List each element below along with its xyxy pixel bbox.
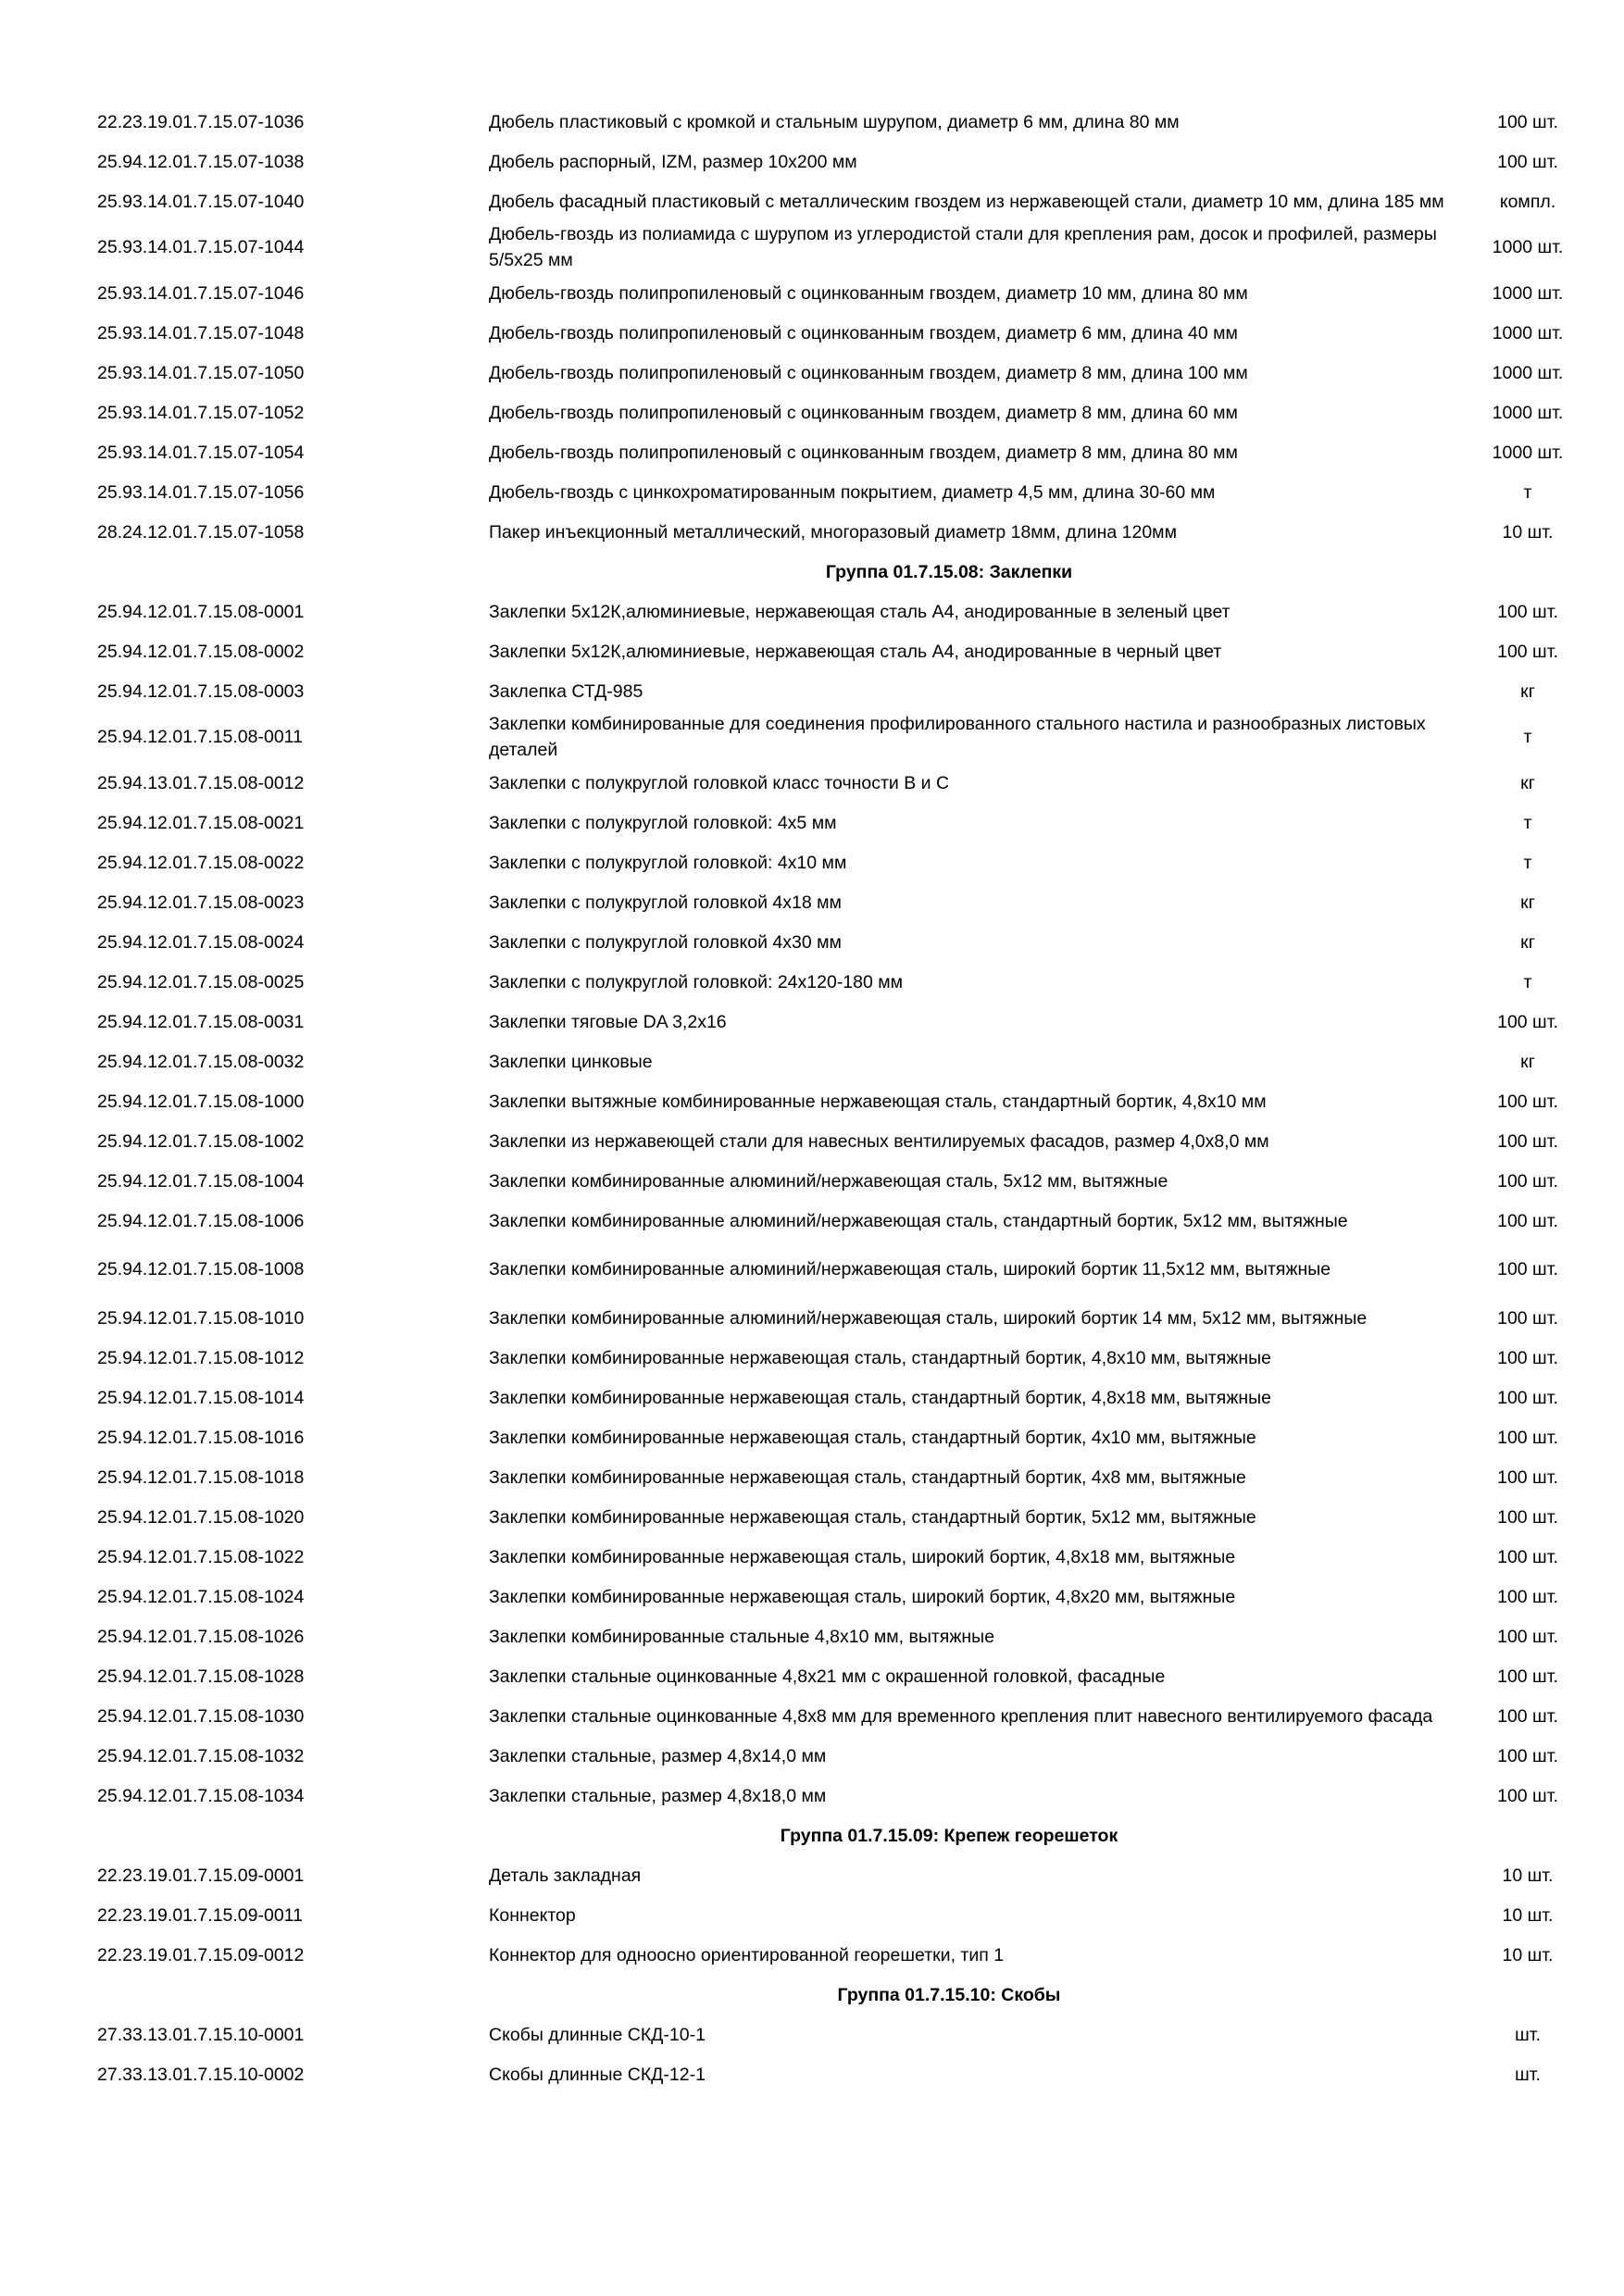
resource-name: Дюбель-гвоздь полипропиленовый с оцинкованным гвоздем, диаметр 10 мм, длина 80 мм (489, 282, 1248, 304)
resource-unit: кг (1520, 680, 1535, 702)
table-row (97, 1298, 1597, 1338)
resource-unit: 100 шт. (1497, 601, 1558, 622)
table-row (97, 1338, 1597, 1378)
resource-name: Дюбель-гвоздь полипропиленовый с оцинкованным гвоздем, диаметр 6 мм, длина 40 мм (489, 322, 1238, 343)
table-row (97, 1537, 1597, 1577)
resource-code: 25.94.12.01.7.15.08-1022 (97, 1546, 305, 1567)
resource-name: Заклепки комбинированные нержавеющая сталь, стандартный бортик, 5х12 мм, вытяжные (489, 1506, 1256, 1528)
resource-code: 25.94.12.01.7.15.08-1006 (97, 1210, 305, 1231)
resource-name: Заклепки комбинированные нержавеющая сталь, стандартный бортик, 4х10 мм, вытяжные (489, 1427, 1256, 1448)
table-row (97, 1776, 1597, 1816)
resource-unit: 100 шт. (1497, 1307, 1558, 1329)
resource-name: Дюбель-гвоздь полипропиленовый с оцинкованным гвоздем, диаметр 8 мм, длина 60 мм (489, 402, 1238, 423)
resource-name: Заклепки с полукруглой головкой 4х30 мм (489, 931, 842, 953)
resource-code: 25.94.12.01.7.15.08-1020 (97, 1506, 305, 1528)
resource-unit: 1000 шт. (1492, 442, 1564, 463)
table-row (97, 1855, 1597, 1895)
table-row (97, 922, 1597, 962)
resource-name: Коннектор (489, 1904, 576, 1926)
resource-code: 25.94.12.01.7.15.08-1010 (97, 1307, 305, 1329)
resource-unit: кг (1520, 931, 1535, 953)
table-row (97, 1042, 1597, 1081)
table-row (97, 1497, 1597, 1537)
resource-name: Заклепки стальные оцинкованные 4,8х8 мм для временного крепления плит навесного вентилируемого фасада (489, 1705, 1433, 1727)
resource-code: 25.94.12.01.7.15.08-1004 (97, 1170, 305, 1192)
group-header-cell (97, 1975, 1597, 2015)
table-row (97, 313, 1597, 353)
table-row (97, 2015, 1597, 2054)
resource-name: Заклепки из нержавеющей стали для навесных вентилируемых фасадов, размер 4,0х8,0 мм (489, 1130, 1269, 1152)
document-page (97, 102, 1597, 2094)
table-row (97, 102, 1597, 142)
resource-unit: кг (1520, 892, 1535, 913)
resource-name: Заклепки тяговые DA 3,2х16 (489, 1011, 727, 1032)
resource-name: Скобы длинные СКД-12-1 (489, 2064, 706, 2085)
resource-unit: т (1523, 812, 1532, 833)
resource-code: 25.94.12.01.7.15.08-1012 (97, 1347, 305, 1368)
resource-unit: кг (1520, 1051, 1535, 1072)
resource-name: Заклепки комбинированные нержавеющая сталь, широкий бортик, 4,8х18 мм, вытяжные (489, 1546, 1236, 1567)
resource-name: Заклепки комбинированные алюминий/нержавеющая сталь, стандартный бортик, 5х12 мм, вытяжные (489, 1210, 1348, 1231)
resource-code: 25.94.12.01.7.15.08-0001 (97, 601, 305, 622)
resource-unit: 100 шт. (1497, 151, 1558, 172)
resource-name: Заклепки комбинированные для соединения профилированного стального настила и разнообразных листовых деталей (489, 714, 1426, 760)
resource-unit: 100 шт. (1497, 1011, 1558, 1032)
resource-code: 25.93.14.01.7.15.07-1044 (97, 237, 305, 257)
resource-unit: 100 шт. (1497, 1745, 1558, 1766)
resource-code: 25.94.12.01.7.15.08-1028 (97, 1666, 305, 1687)
resource-name: Заклепки комбинированные алюминий/нержавеющая сталь, 5х12 мм, вытяжные (489, 1170, 1168, 1192)
group-title: Группа 01.7.15.09: Крепеж георешеток (780, 1825, 1118, 1846)
resource-code: 22.23.19.01.7.15.07-1036 (97, 111, 305, 132)
table-row (97, 432, 1597, 472)
table-row (97, 1002, 1597, 1042)
resource-unit: т (1523, 727, 1532, 747)
resource-name: Заклепки комбинированные алюминий/нержавеющая сталь, широкий бортик 11,5х12 мм, вытяжные (489, 1259, 1331, 1279)
resource-code: 28.24.12.01.7.15.07-1058 (97, 521, 305, 543)
resource-unit: шт. (1515, 2024, 1541, 2045)
resource-unit: 100 шт. (1497, 1506, 1558, 1528)
resource-name: Заклепки комбинированные нержавеющая сталь, стандартный бортик, 4,8х18 мм, вытяжные (489, 1387, 1272, 1408)
resource-unit: 1000 шт. (1492, 282, 1564, 304)
table-row (97, 842, 1597, 882)
resource-code: 25.94.12.01.7.15.08-0022 (97, 852, 305, 873)
table-row (97, 512, 1597, 552)
resource-code: 25.93.14.01.7.15.07-1048 (97, 322, 305, 343)
resource-code: 25.94.12.01.7.15.08-1018 (97, 1466, 305, 1488)
resource-unit: 100 шт. (1497, 1586, 1558, 1607)
resource-name: Скобы длинные СКД-10-1 (489, 2024, 706, 2045)
resource-unit: 100 шт. (1497, 641, 1558, 662)
resource-name: Заклепки комбинированные стальные 4,8х10 мм, вытяжные (489, 1626, 995, 1647)
resource-unit: 100 шт. (1497, 1130, 1558, 1152)
resource-code: 25.94.12.01.7.15.08-1032 (97, 1745, 305, 1766)
resource-name: Заклепки комбинированные нержавеющая сталь, стандартный бортик, 4,8х10 мм, вытяжные (489, 1347, 1272, 1368)
resource-name: Дюбель распорный, IZM, размер 10х200 мм (489, 151, 857, 172)
table-row (97, 1577, 1597, 1616)
resource-unit: 10 шт. (1502, 1944, 1554, 1965)
resource-unit: компл. (1499, 191, 1556, 212)
resource-unit: 1000 шт. (1492, 322, 1564, 343)
resource-unit: 100 шт. (1497, 1546, 1558, 1567)
table-row (97, 1241, 1597, 1298)
resource-name: Заклепка СТД-985 (489, 680, 643, 702)
resource-code: 25.94.13.01.7.15.08-0012 (97, 772, 305, 793)
resource-code: 22.23.19.01.7.15.09-0012 (97, 1944, 305, 1965)
resource-code: 25.94.12.01.7.15.08-0025 (97, 971, 305, 992)
resource-name: Заклепки с полукруглой головкой: 4х5 мм (489, 812, 837, 833)
resource-code: 25.94.12.01.7.15.08-0023 (97, 892, 305, 913)
resource-name: Заклепки стальные, размер 4,8х18,0 мм (489, 1785, 827, 1806)
group-title: Группа 01.7.15.10: Скобы (837, 1984, 1061, 2005)
table-row (97, 1121, 1597, 1161)
resource-code: 25.94.12.01.7.15.08-1000 (97, 1091, 305, 1112)
resource-name: Дюбель-гвоздь из полиамида с шурупом из углеродистой стали для крепления рам, досок и профилей, размеры 5/5х25 мм (489, 224, 1437, 270)
resource-name: Заклепки стальные, размер 4,8х14,0 мм (489, 1745, 827, 1766)
group-header (97, 1975, 1597, 2015)
resource-code: 25.93.14.01.7.15.07-1052 (97, 402, 305, 423)
table-row (97, 962, 1597, 1002)
resource-unit: шт. (1515, 2064, 1541, 2085)
resource-unit: 100 шт. (1497, 1705, 1558, 1727)
resource-name: Дюбель-гвоздь с цинкохроматированным покрытием, диаметр 4,5 мм, длина 30-60 мм (489, 481, 1216, 503)
resource-code: 25.93.14.01.7.15.07-1050 (97, 362, 305, 383)
group-header (97, 1816, 1597, 1855)
table-row (97, 221, 1597, 273)
table-row (97, 671, 1597, 711)
resource-name: Деталь закладная (489, 1865, 642, 1886)
resource-unit: 100 шт. (1497, 1091, 1558, 1112)
resource-unit: 1000 шт. (1492, 402, 1564, 423)
resource-unit: 10 шт. (1502, 1865, 1554, 1886)
resource-code: 25.94.12.01.7.15.08-0024 (97, 931, 305, 953)
table-row (97, 1736, 1597, 1776)
resource-code: 25.94.12.01.7.15.08-0031 (97, 1011, 305, 1032)
resource-name: Заклепки с полукруглой головкой: 24х120-180 мм (489, 971, 904, 992)
resource-code: 25.94.12.01.7.15.08-0032 (97, 1051, 305, 1072)
resource-unit: 100 шт. (1497, 1626, 1558, 1647)
resource-name: Заклепки с полукруглой головкой класс точности В и С (489, 772, 950, 793)
resource-unit: 100 шт. (1497, 1785, 1558, 1806)
resource-unit: 1000 шт. (1492, 237, 1564, 257)
resource-unit: т (1523, 852, 1532, 873)
resource-unit: 100 шт. (1497, 1210, 1558, 1231)
resource-unit: т (1523, 971, 1532, 992)
resource-code: 25.94.12.01.7.15.08-1026 (97, 1626, 305, 1647)
table-row (97, 592, 1597, 631)
resource-unit: 100 шт. (1497, 1170, 1558, 1192)
resource-name: Заклепки комбинированные алюминий/нержавеющая сталь, широкий бортик 14 мм, 5х12 мм, вытяжные (489, 1307, 1368, 1329)
resource-code: 25.93.14.01.7.15.07-1056 (97, 481, 305, 503)
resource-code: 25.94.12.01.7.15.08-1024 (97, 1586, 305, 1607)
resource-code: 25.94.12.01.7.15.08-1030 (97, 1705, 305, 1727)
table-row (97, 1616, 1597, 1656)
resource-unit: кг (1520, 772, 1535, 793)
table-row (97, 803, 1597, 842)
resource-table-body (97, 102, 1597, 2094)
resource-name: Заклепки комбинированные нержавеющая сталь, стандартный бортик, 4х8 мм, вытяжные (489, 1466, 1246, 1488)
resource-name: Дюбель-гвоздь полипропиленовый с оцинкованным гвоздем, диаметр 8 мм, длина 80 мм (489, 442, 1238, 463)
table-row (97, 1081, 1597, 1121)
resource-code: 25.94.12.01.7.15.08-1002 (97, 1130, 305, 1152)
resource-code: 25.94.12.01.7.15.08-1016 (97, 1427, 305, 1448)
table-row (97, 472, 1597, 512)
resource-name: Заклепки 5х12К,алюминиевые, нержавеющая сталь А4, анодированные в черный цвет (489, 641, 1222, 662)
table-row (97, 1161, 1597, 1201)
group-header-cell (97, 1816, 1597, 1855)
table-row (97, 1895, 1597, 1935)
resource-name: Дюбель пластиковый с кромкой и стальным шурупом, диаметр 6 мм, длина 80 мм (489, 111, 1180, 132)
table-row (97, 353, 1597, 393)
resource-unit: 100 шт. (1497, 1466, 1558, 1488)
resource-unit: 10 шт. (1502, 521, 1554, 543)
table-row (97, 1935, 1597, 1975)
table-row (97, 1417, 1597, 1457)
resource-unit: 100 шт. (1497, 1259, 1558, 1279)
resource-name: Коннектор для одноосно ориентированной георешетки, тип 1 (489, 1944, 1005, 1965)
resource-code: 27.33.13.01.7.15.10-0001 (97, 2024, 305, 2045)
table-row (97, 631, 1597, 671)
resource-code: 25.94.12.01.7.15.07-1038 (97, 151, 305, 172)
resource-code: 22.23.19.01.7.15.09-0001 (97, 1865, 305, 1886)
table-row (97, 1656, 1597, 1696)
resource-code: 25.93.14.01.7.15.07-1046 (97, 282, 305, 304)
group-header (97, 552, 1597, 592)
resource-code: 25.94.12.01.7.15.08-0011 (97, 727, 303, 747)
resource-unit: 100 шт. (1497, 1387, 1558, 1408)
table-row (97, 2054, 1597, 2094)
resource-name: Заклепки с полукруглой головкой: 4х10 мм (489, 852, 847, 873)
table-row (97, 181, 1597, 221)
table-row (97, 1201, 1597, 1241)
group-title: Группа 01.7.15.08: Заклепки (825, 561, 1073, 582)
resource-name: Дюбель-гвоздь полипропиленовый с оцинкованным гвоздем, диаметр 8 мм, длина 100 мм (489, 362, 1248, 383)
resource-name: Заклепки с полукруглой головкой 4х18 мм (489, 892, 842, 913)
table-row (97, 1457, 1597, 1497)
resource-name: Заклепки цинковые (489, 1051, 653, 1072)
resource-unit: 1000 шт. (1492, 362, 1564, 383)
resource-code: 25.94.12.01.7.15.08-0021 (97, 812, 305, 833)
resource-code: 25.94.12.01.7.15.08-1034 (97, 1785, 305, 1806)
resource-name: Заклепки вытяжные комбинированные нержавеющая сталь, стандартный бортик, 4,8х10 мм (489, 1091, 1267, 1112)
resource-code: 25.93.14.01.7.15.07-1054 (97, 442, 305, 463)
table-row (97, 882, 1597, 922)
resource-table (97, 102, 1597, 2094)
table-row (97, 142, 1597, 181)
table-row (97, 1696, 1597, 1736)
resource-code: 25.93.14.01.7.15.07-1040 (97, 191, 305, 212)
group-header-cell (97, 552, 1597, 592)
table-row (97, 273, 1597, 313)
table-row (97, 393, 1597, 432)
resource-name: Заклепки стальные оцинкованные 4,8х21 мм с окрашенной головкой, фасадные (489, 1666, 1166, 1687)
resource-name: Дюбель фасадный пластиковый с металлическим гвоздем из нержавеющей стали, диаметр 10 мм, длина 185 мм (489, 191, 1444, 212)
resource-code: 27.33.13.01.7.15.10-0002 (97, 2064, 305, 2085)
resource-code: 22.23.19.01.7.15.09-0011 (97, 1904, 303, 1926)
resource-unit: 100 шт. (1497, 1427, 1558, 1448)
resource-code: 25.94.12.01.7.15.08-1008 (97, 1259, 305, 1279)
resource-code: 25.94.12.01.7.15.08-0003 (97, 680, 305, 702)
resource-name: Заклепки комбинированные нержавеющая сталь, широкий бортик, 4,8х20 мм, вытяжные (489, 1586, 1236, 1607)
resource-name: Заклепки 5х12К,алюминиевые, нержавеющая сталь А4, анодированные в зеленый цвет (489, 601, 1230, 622)
resource-unit: т (1523, 481, 1532, 503)
resource-unit: 100 шт. (1497, 1347, 1558, 1368)
table-row (97, 1378, 1597, 1417)
resource-unit: 100 шт. (1497, 1666, 1558, 1687)
resource-unit: 10 шт. (1502, 1904, 1554, 1926)
table-row (97, 763, 1597, 803)
resource-unit: 100 шт. (1497, 111, 1558, 132)
resource-code: 25.94.12.01.7.15.08-1014 (97, 1387, 305, 1408)
table-row (97, 711, 1597, 763)
resource-code: 25.94.12.01.7.15.08-0002 (97, 641, 305, 662)
resource-name: Пакер инъекционный металлический, многоразовый диаметр 18мм, длина 120мм (489, 521, 1177, 543)
